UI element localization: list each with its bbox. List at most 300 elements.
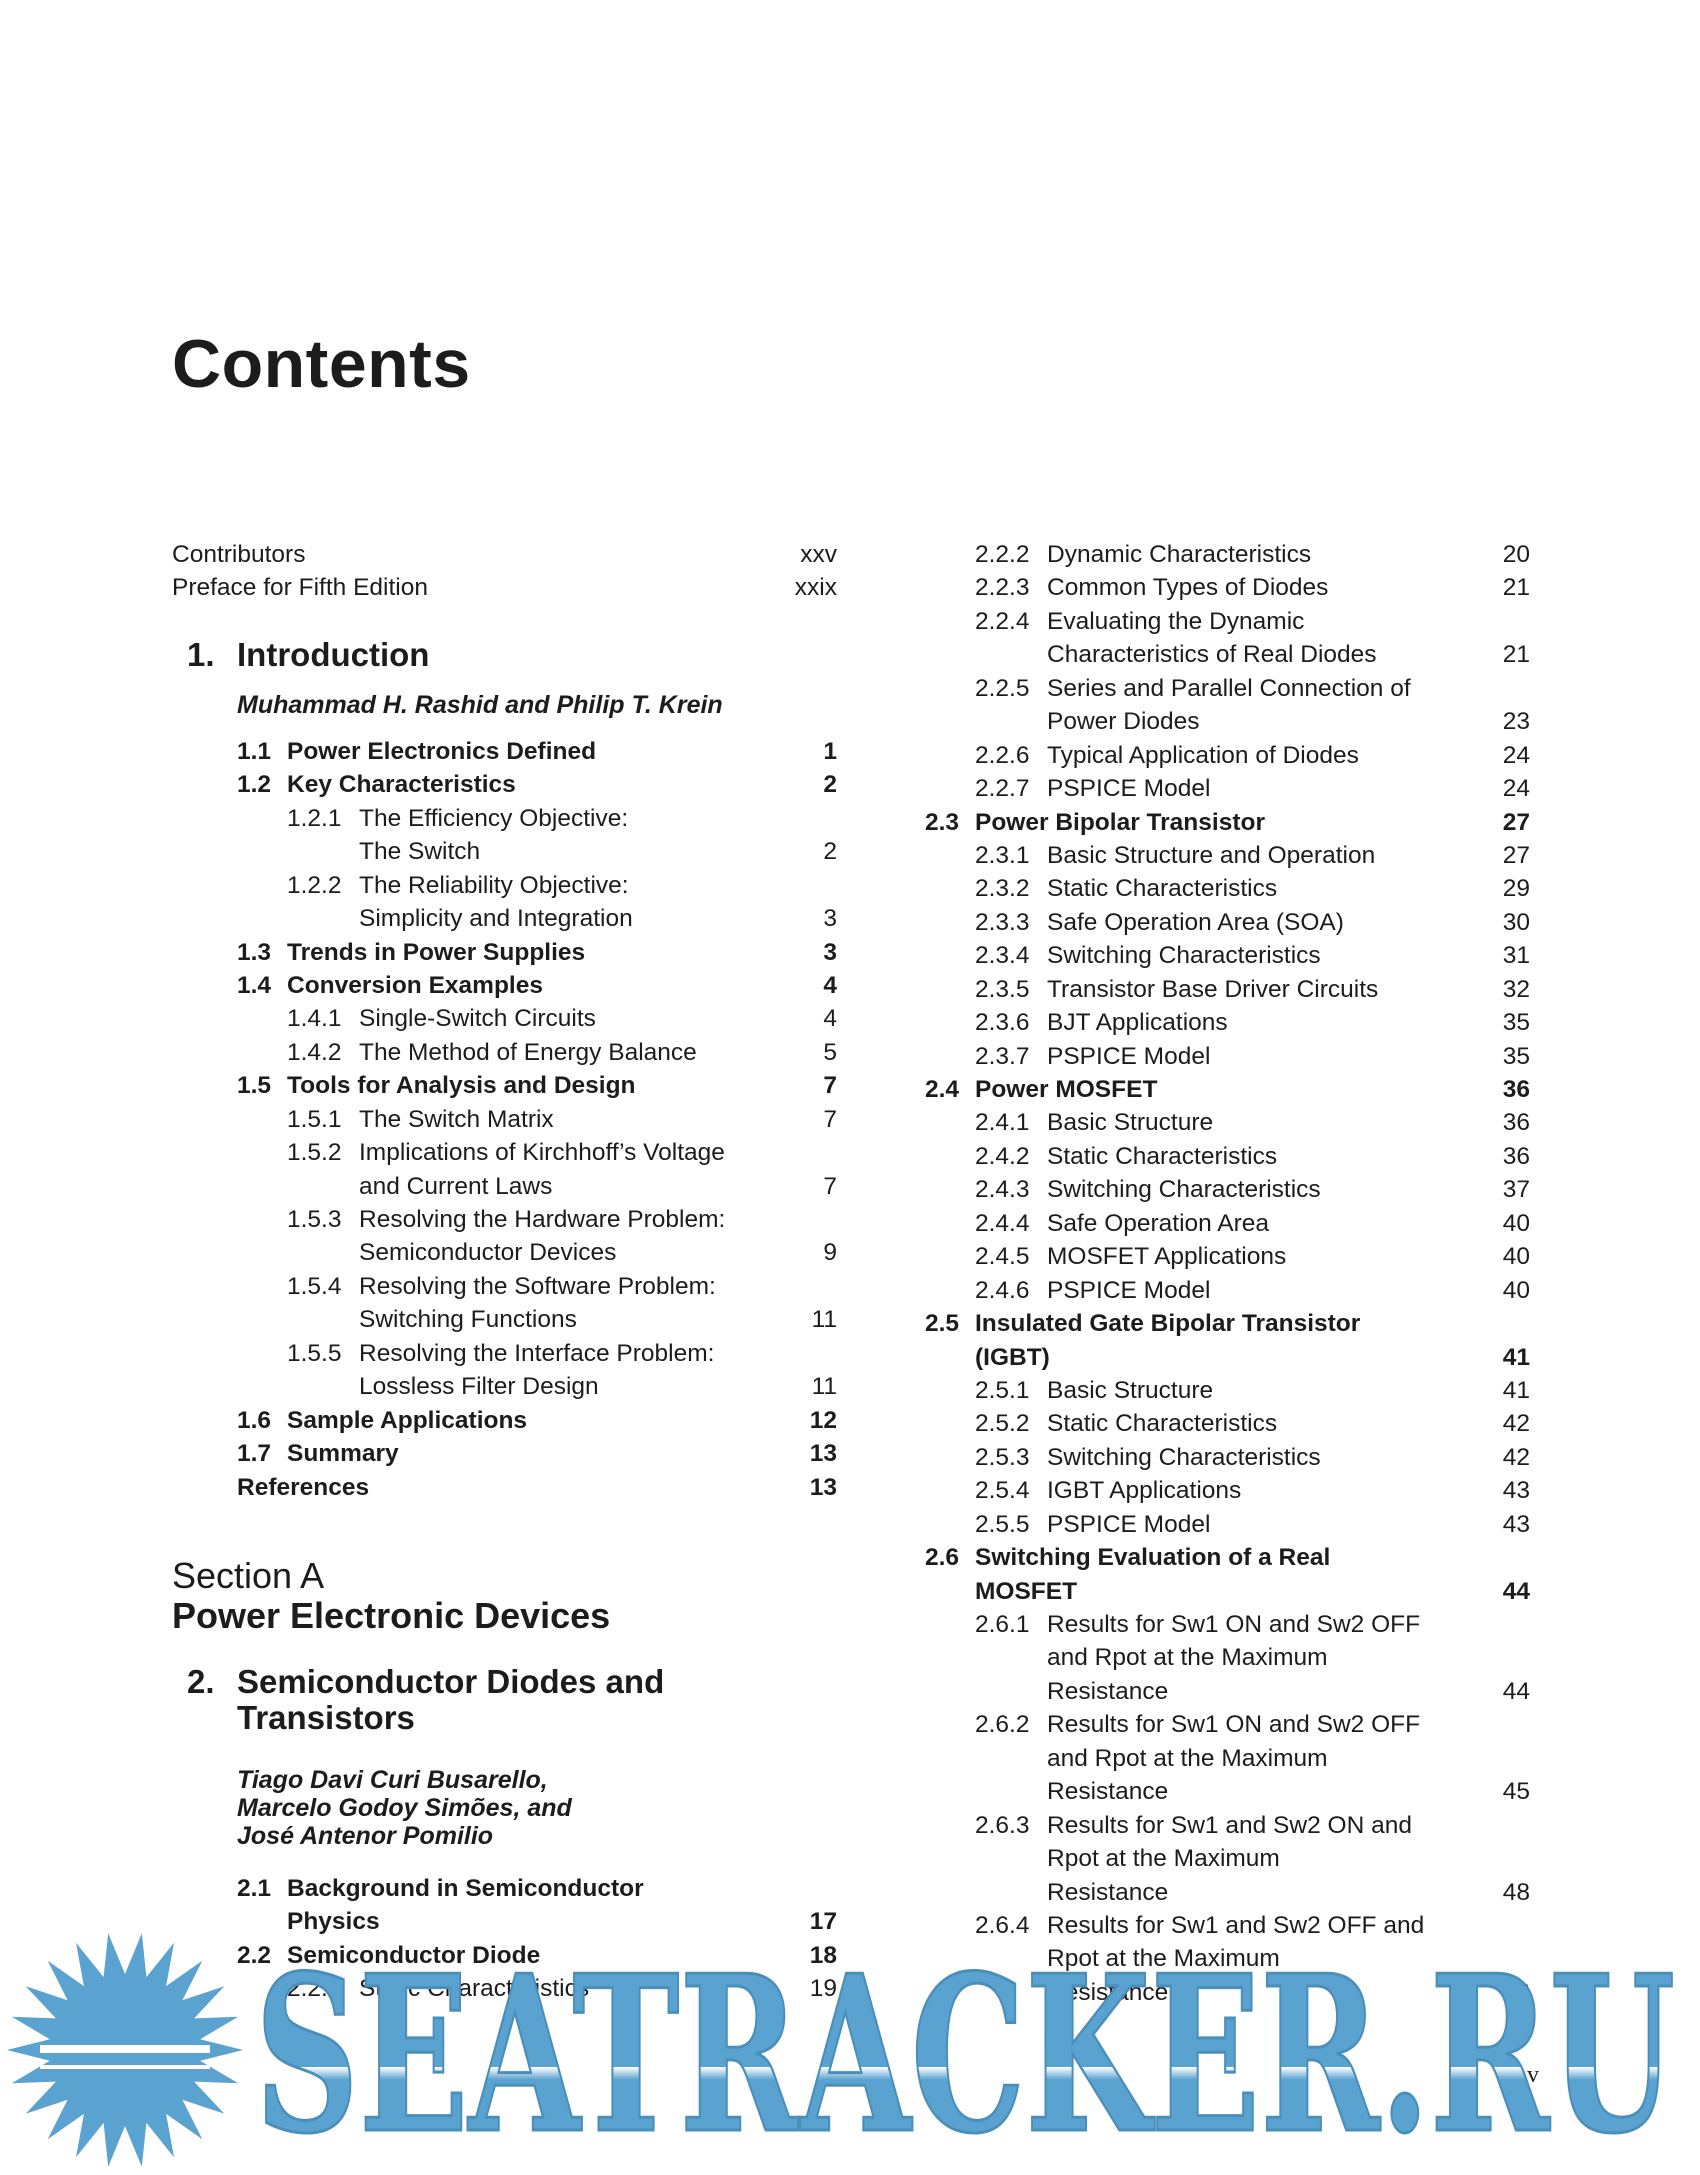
toc-entry-title: MOSFET Applications <box>1047 1243 1287 1271</box>
toc-entry-line <box>925 638 1530 671</box>
toc-right-column <box>925 538 1530 2009</box>
toc-entry-line <box>925 906 1530 939</box>
toc-entry[interactable] <box>925 1508 1530 1541</box>
toc-entry-number: 2.4.6 <box>975 1276 1030 1304</box>
page-title: Contents <box>172 326 471 402</box>
toc-entry[interactable] <box>925 672 1530 739</box>
toc-entry[interactable] <box>925 772 1530 805</box>
toc-entry-number: 1.4 <box>237 971 272 999</box>
toc-entry-title: Lossless Filter Design <box>359 1373 599 1401</box>
toc-entry-line <box>925 1708 1530 1741</box>
toc-entry[interactable] <box>172 1270 837 1337</box>
toc-entry[interactable] <box>172 1136 837 1203</box>
toc-entry[interactable] <box>172 735 837 768</box>
toc-entry-line <box>925 1842 1530 1875</box>
toc-entry-number: 2.2.6 <box>975 741 1030 769</box>
toc-entry-number: 1.2.2 <box>287 871 342 899</box>
toc-entry-number: 1.7 <box>237 1440 272 1468</box>
spacer <box>172 1504 837 1556</box>
toc-entry-page: 30 <box>1502 908 1530 936</box>
watermark <box>0 1925 1700 2175</box>
toc-entry-page: 7 <box>823 1172 837 1200</box>
toc-entry-line <box>172 1103 837 1136</box>
toc-entry[interactable] <box>925 939 1530 972</box>
toc-entry[interactable] <box>925 806 1530 839</box>
front-matter-entry[interactable] <box>172 571 837 604</box>
page-number: v <box>1527 2062 1539 2088</box>
toc-entry-page: 27 <box>1502 841 1530 869</box>
toc-entry-line <box>172 802 837 835</box>
toc-entry-page: 2 <box>823 838 837 866</box>
toc-entry-line <box>172 835 837 868</box>
toc-entry-line <box>925 1608 1530 1641</box>
toc-entry-page: 3 <box>823 938 837 966</box>
toc-entry[interactable] <box>925 1240 1530 1273</box>
toc-entry-page: 13 <box>809 1473 837 1501</box>
toc-entry-number: 2.5.1 <box>975 1376 1030 1404</box>
toc-entry[interactable] <box>925 1040 1530 1073</box>
toc-entry-number: 1.4.1 <box>287 1005 342 1033</box>
front-matter-entry[interactable] <box>172 538 837 571</box>
toc-entry-line <box>925 705 1530 738</box>
toc-entry[interactable] <box>172 869 837 936</box>
toc-entry-line <box>925 1040 1530 1073</box>
toc-entry-title: Transistor Base Driver Circuits <box>1047 975 1379 1003</box>
toc-entry[interactable] <box>925 839 1530 872</box>
section-label: Section A <box>172 1554 325 1596</box>
toc-entry-line <box>172 1236 837 1269</box>
toc-entry-title: Safe Operation Area (SOA) <box>1047 908 1344 936</box>
toc-entry[interactable] <box>925 1173 1530 1206</box>
section-title: Power Electronic Devices <box>172 1594 611 1636</box>
toc-entry-title: Basic Structure and Operation <box>1047 841 1376 869</box>
toc-entry-title: Physics <box>287 1908 380 1936</box>
toc-entry-title: Summary <box>287 1440 399 1468</box>
toc-entry-title: Semiconductor Devices <box>359 1239 617 1267</box>
toc-entry-title: Basic Structure <box>1047 1109 1214 1137</box>
toc-entry-line <box>172 1404 837 1437</box>
toc-entry-page: 40 <box>1502 1243 1530 1271</box>
chapter-title: Transistors <box>237 1698 415 1736</box>
toc-entry-title: Conversion Examples <box>287 971 543 999</box>
toc-entry-line <box>925 1140 1530 1173</box>
chapter-heading <box>172 635 837 675</box>
toc-entry-title: Power Electronics Defined <box>287 737 597 765</box>
toc-entry-line <box>172 1069 837 1102</box>
toc-entry-line <box>925 939 1530 972</box>
toc-entry-line <box>925 1073 1530 1106</box>
toc-entry-number: 1.2.1 <box>287 804 342 832</box>
toc-entry-title: Results for Sw1 ON and Sw2 OFF <box>1047 1611 1421 1638</box>
toc-entry-title: and Current Laws <box>359 1172 553 1200</box>
toc-entry-title: PSPICE Model <box>1047 1276 1211 1304</box>
toc-entry-line <box>925 839 1530 872</box>
toc-entry-line <box>925 538 1530 571</box>
toc-entry[interactable] <box>925 1207 1530 1240</box>
toc-entry-page: 35 <box>1502 1042 1530 1070</box>
toc-entry-number: 2.2.3 <box>975 574 1030 602</box>
toc-entry-title: PSPICE Model <box>1047 775 1211 803</box>
toc-entry-title: Switching Characteristics <box>1047 1176 1321 1204</box>
toc-entry-title: The Switch Matrix <box>359 1105 554 1133</box>
toc-entry-line <box>925 772 1530 805</box>
front-matter-page: xxix <box>794 574 837 602</box>
author-line: Tiago Davi Curi Busarello, <box>237 1765 548 1794</box>
toc-entry[interactable] <box>925 1140 1530 1173</box>
toc-left-column <box>172 538 837 2006</box>
toc-entry-title: PSPICE Model <box>1047 1042 1211 1070</box>
toc-entry-title: Single-Switch Circuits <box>359 1005 596 1033</box>
toc-entry-line <box>925 1474 1530 1507</box>
toc-entry-title: (IGBT) <box>975 1343 1050 1371</box>
toc-entry-page: 44 <box>1502 1677 1530 1705</box>
toc-entry-number: 2.6.3 <box>975 1811 1030 1839</box>
toc-entry-title: Results for Sw1 ON and Sw2 OFF <box>1047 1711 1421 1739</box>
chapter-title-line <box>172 1700 837 1736</box>
toc-entry-title: Results for Sw1 and Sw2 OFF and <box>1047 1911 1425 1939</box>
toc-entry-title: The Reliability Objective: <box>359 871 629 899</box>
toc-entry[interactable] <box>925 1407 1530 1440</box>
toc-entry-title: Power MOSFET <box>975 1076 1158 1103</box>
toc-entry-page: 11 <box>811 1306 837 1334</box>
toc-entry-title: Resistance <box>1047 1878 1169 1906</box>
toc-entry-number: 2.4.5 <box>975 1243 1030 1271</box>
toc-entry[interactable] <box>172 768 837 801</box>
toc-entry-line <box>925 1006 1530 1039</box>
toc-entry-page: 42 <box>1502 1443 1530 1471</box>
toc-entry[interactable] <box>172 1404 837 1437</box>
toc-entry-title: Switching Characteristics <box>1047 1443 1321 1471</box>
toc-entry-title: Power Bipolar Transistor <box>975 808 1265 836</box>
toc-entry-title: Insulated Gate Bipolar Transistor <box>975 1310 1361 1338</box>
toc-entry-line <box>925 1341 1530 1374</box>
toc-entry-title: Resolving the Interface Problem: <box>359 1339 715 1367</box>
toc-entry-line <box>925 1775 1530 1808</box>
toc-entry-page: 3 <box>823 905 837 933</box>
toc-entry-number: 1.5.1 <box>287 1105 342 1133</box>
toc-entry-page: 45 <box>1502 1778 1530 1806</box>
toc-entry-page: 21 <box>1502 641 1530 669</box>
toc-entry-title: The Efficiency Objective: <box>359 804 629 832</box>
toc-entry-title: Resistance <box>1047 1677 1169 1705</box>
toc-entry-page: 36 <box>1502 1142 1530 1170</box>
toc-entry-line <box>925 1307 1530 1340</box>
toc-entry-page: 48 <box>1502 1878 1530 1906</box>
toc-entry-number: 2.6.2 <box>975 1711 1030 1739</box>
toc-entry-line <box>172 1303 837 1336</box>
toc-entry-line <box>925 1742 1530 1775</box>
toc-entry[interactable] <box>925 872 1530 905</box>
toc-entry[interactable] <box>172 1337 837 1404</box>
toc-entry-title: Results for Sw1 and Sw2 ON and <box>1047 1811 1412 1839</box>
toc-entry-title: The Switch <box>359 838 481 866</box>
toc-entry-line <box>172 1437 837 1470</box>
toc-entry-title: Sample Applications <box>287 1406 528 1434</box>
toc-entry-number: 1.5.2 <box>287 1139 342 1167</box>
toc-entry-page: 21 <box>1502 574 1530 602</box>
toc-entry-number: 2.5 <box>925 1310 960 1338</box>
spacer <box>172 605 837 635</box>
toc-entry-line <box>172 1036 837 1069</box>
toc-entry[interactable] <box>925 1374 1530 1407</box>
chapter-number: 1. <box>187 635 215 673</box>
toc-entry-line <box>925 1641 1530 1674</box>
toc-entry-line <box>172 902 837 935</box>
toc-entry-line <box>925 872 1530 905</box>
toc-entry-page: 37 <box>1502 1176 1530 1204</box>
toc-entry-number: 2.3.1 <box>975 841 1030 869</box>
author-line: Muhammad H. Rashid and Philip T. Krein <box>237 690 723 719</box>
toc-entry-title: Series and Parallel Connection of <box>1047 674 1411 702</box>
toc-entry-title: Trends in Power Supplies <box>287 938 586 966</box>
toc-entry-line <box>925 1508 1530 1541</box>
toc-entry-line <box>172 1270 837 1303</box>
toc-entry-title: Tools for Analysis and Design <box>287 1072 636 1100</box>
toc-entry[interactable] <box>172 1069 837 1102</box>
toc-entry-title: Static Characteristics <box>359 1975 590 2003</box>
toc-entry-line <box>172 735 837 768</box>
toc-entry-number: 2.4.1 <box>975 1109 1030 1137</box>
toc-entry-number: 1.5 <box>237 1072 272 1100</box>
toc-entry[interactable] <box>925 1073 1530 1106</box>
toc-entry-title: Common Types of Diodes <box>1047 574 1329 602</box>
toc-entry-page: 20 <box>1502 541 1530 568</box>
toc-entry[interactable] <box>925 973 1530 1006</box>
toc-entry-number: 2.5.2 <box>975 1410 1030 1438</box>
toc-entry-title: References <box>237 1473 370 1501</box>
toc-entry[interactable] <box>925 571 1530 604</box>
toc-entry-number: 2.1 <box>237 1874 272 1902</box>
toc-entry-number: 2.6 <box>925 1544 960 1572</box>
toc-entry-line <box>172 1203 837 1236</box>
toc-entry-page: 41 <box>1502 1376 1530 1404</box>
toc-entry-number: 2.4.2 <box>975 1142 1030 1170</box>
toc-entry-title: Dynamic Characteristics <box>1047 541 1312 568</box>
toc-entry-number: 2.3.5 <box>975 975 1030 1003</box>
toc-entry[interactable] <box>172 1203 837 1270</box>
toc-entry-page: 31 <box>1502 942 1530 970</box>
toc-entry-page: 36 <box>1502 1109 1530 1137</box>
toc-entry-title: Safe Operation Area <box>1047 1209 1270 1237</box>
toc-entry[interactable] <box>172 1471 837 1504</box>
toc-entry-title: IGBT Applications <box>1047 1477 1242 1505</box>
toc-entry-line <box>925 1876 1530 1909</box>
spacer <box>172 1850 837 1872</box>
toc-entry-page: 44 <box>1502 1577 1530 1605</box>
toc-entry-number: 1.2 <box>237 771 272 799</box>
toc-entry[interactable] <box>925 1106 1530 1139</box>
toc-entry-title: Power Diodes <box>1047 708 1200 736</box>
toc-entry-line <box>925 1575 1530 1608</box>
toc-entry-number: 2.3.4 <box>975 942 1030 970</box>
toc-entry-number: 1.1 <box>237 737 272 765</box>
toc-entry-page: 11 <box>811 1373 837 1401</box>
toc-entry-title: Resolving the Hardware Problem: <box>359 1206 726 1233</box>
toc-entry[interactable] <box>925 605 1530 672</box>
chapter-title: Semiconductor Diodes and <box>237 1662 665 1700</box>
toc-entry-title: Characteristics of Real Diodes <box>1047 641 1377 669</box>
toc-entry-number: 2.5.3 <box>975 1443 1030 1471</box>
toc-entry[interactable] <box>172 1036 837 1069</box>
toc-entry-page: 2 <box>823 771 837 799</box>
chapter-authors <box>172 1766 837 1850</box>
toc-entry-title: Background in Semiconductor <box>287 1874 644 1902</box>
toc-entry[interactable] <box>925 1441 1530 1474</box>
toc-entry-title: Switching Characteristics <box>1047 942 1321 970</box>
toc-entry-number: 2.6.4 <box>975 1911 1030 1939</box>
toc-entry-title: Basic Structure <box>1047 1376 1214 1404</box>
toc-entry-page: 19 <box>809 1975 837 2003</box>
toc-entry-title: Static Characteristics <box>1047 1142 1278 1170</box>
toc-entry-line <box>172 1002 837 1035</box>
toc-entry-page: 41 <box>1502 1343 1530 1371</box>
toc-entry-page: 4 <box>823 971 837 999</box>
toc-entry-title: Static Characteristics <box>1047 1410 1278 1438</box>
toc-entry-page: 43 <box>1502 1510 1530 1538</box>
toc-entry-page: 48 <box>1502 1978 1530 2006</box>
toc-entry-number: 1.5.3 <box>287 1206 342 1233</box>
toc-entry-line <box>925 739 1530 772</box>
toc-entry[interactable] <box>925 1541 1530 1608</box>
toc-entry-number: 1.4.2 <box>287 1038 342 1066</box>
toc-entry-line <box>172 1136 837 1169</box>
toc-entry-page: 5 <box>823 1038 837 1066</box>
spacer <box>172 1736 837 1766</box>
toc-entry-number: 2.3 <box>925 808 960 836</box>
toc-entry[interactable] <box>925 1708 1530 1808</box>
toc-entry-line <box>925 672 1530 705</box>
toc-entry-title: Rpot at the Maximum <box>1047 1945 1280 1973</box>
toc-entry[interactable] <box>925 1474 1530 1507</box>
toc-entry-line <box>172 1170 837 1203</box>
toc-entry-page: 9 <box>823 1239 837 1267</box>
toc-entry-line <box>172 1872 837 1905</box>
toc-entry-title: Simplicity and Integration <box>359 905 633 933</box>
toc-entry[interactable] <box>925 739 1530 772</box>
toc-entry-line <box>172 869 837 902</box>
toc-entry[interactable] <box>172 936 837 969</box>
toc-entry-line <box>925 973 1530 1006</box>
spacer <box>172 719 837 735</box>
toc-entry[interactable] <box>925 1608 1530 1708</box>
toc-entry-page: 4 <box>823 1005 837 1033</box>
toc-entry-title: and Rpot at the Maximum <box>1047 1644 1328 1672</box>
toc-entry-title: BJT Applications <box>1047 1009 1228 1037</box>
toc-entry-number: 2.4 <box>925 1076 960 1103</box>
toc-entry-line <box>925 1173 1530 1206</box>
toc-entry-number: 2.2.5 <box>975 674 1030 702</box>
toc-entry-number: 2.3.3 <box>975 908 1030 936</box>
toc-entry-line <box>172 1337 837 1370</box>
toc-entry-title: and Rpot at the Maximum <box>1047 1744 1328 1772</box>
toc-entry-line <box>172 969 837 1002</box>
toc-entry-title: Rpot at the Maximum <box>1047 1845 1280 1873</box>
toc-entry-number: 2.5.4 <box>975 1477 1030 1505</box>
toc-entry-line <box>925 571 1530 604</box>
toc-entry-title: PSPICE Model <box>1047 1510 1211 1538</box>
toc-entry-number: 1.5.4 <box>287 1272 342 1300</box>
toc-entry-title: Resistance <box>1047 1978 1169 2006</box>
toc-entry-title: The Method of Energy Balance <box>359 1038 697 1066</box>
author-line: José Antenor Pomilio <box>237 1821 494 1850</box>
toc-entry-line <box>925 1675 1530 1708</box>
toc-entry-line <box>925 1240 1530 1273</box>
toc-entry-number: 1.6 <box>237 1406 272 1434</box>
toc-entry-title: Key Characteristics <box>287 771 516 799</box>
toc-entry-number: 2.2 <box>237 1941 272 1969</box>
toc-entry-page: 29 <box>1502 875 1530 903</box>
toc-entry-line <box>172 936 837 969</box>
front-matter-page: xxv <box>800 541 837 568</box>
toc-entry[interactable] <box>925 906 1530 939</box>
toc-entry-page: 43 <box>1502 1477 1530 1505</box>
toc-entry[interactable] <box>172 1103 837 1136</box>
spacer <box>172 675 837 691</box>
toc-entry[interactable] <box>925 1307 1530 1374</box>
sun-logo-icon <box>7 1933 243 2167</box>
toc-entry-page: 42 <box>1502 1410 1530 1438</box>
toc-entry[interactable] <box>925 1809 1530 1909</box>
toc-entry[interactable] <box>925 1274 1530 1307</box>
toc-entry-page: 40 <box>1502 1276 1530 1304</box>
toc-entry-number: 2.3.7 <box>975 1042 1030 1070</box>
toc-entry-page: 18 <box>809 1941 837 1969</box>
toc-entry-line <box>925 1374 1530 1407</box>
toc-entry-page: 27 <box>1502 808 1530 836</box>
spacer <box>172 1636 837 1664</box>
toc-entry-page: 13 <box>809 1440 837 1468</box>
toc-entry-number: 2.6.1 <box>975 1611 1030 1638</box>
toc-entry[interactable] <box>172 1002 837 1035</box>
toc-entry-number: 2.2.2 <box>975 541 1030 568</box>
toc-entry-line <box>172 1370 837 1403</box>
toc-entry-title: Resistance <box>1047 1778 1169 1806</box>
toc-entry[interactable] <box>172 802 837 869</box>
toc-entry[interactable] <box>925 538 1530 571</box>
toc-entry-page: 23 <box>1502 708 1530 736</box>
toc-entry-page: 40 <box>1502 1209 1530 1237</box>
chapter-authors <box>172 691 837 719</box>
toc-entry[interactable] <box>172 1437 837 1470</box>
toc-entry-page: 1 <box>823 737 837 765</box>
toc-entry-line <box>925 605 1530 638</box>
toc-entry-page: 36 <box>1502 1076 1530 1103</box>
toc-entry-number: 1.3 <box>237 938 272 966</box>
toc-entry[interactable] <box>172 969 837 1002</box>
toc-entry-number: 2.3.2 <box>975 875 1030 903</box>
chapter-title: Introduction <box>237 635 430 673</box>
toc-entry-title: Static Characteristics <box>1047 875 1278 903</box>
toc-entry-number: 2.2.1 <box>287 1975 342 2003</box>
toc-entry-page: 7 <box>823 1105 837 1133</box>
chapter-heading <box>172 1664 837 1736</box>
toc-entry-title: Switching Functions <box>359 1306 577 1334</box>
toc-entry-number: 2.2.4 <box>975 607 1030 635</box>
toc-entry-page: 7 <box>823 1072 837 1100</box>
toc-entry-title: Implications of Kirchhoff’s Voltage <box>359 1139 725 1167</box>
toc-entry[interactable] <box>925 1006 1530 1039</box>
toc-entry-title: Evaluating the Dynamic <box>1047 607 1305 635</box>
toc-entry-number: 2.2.7 <box>975 775 1030 803</box>
toc-entry-page: 32 <box>1502 975 1530 1003</box>
toc-entry-line <box>925 1441 1530 1474</box>
toc-entry-number: 1.5.5 <box>287 1339 342 1367</box>
toc-entry-line <box>925 1207 1530 1240</box>
toc-entry-line <box>172 1471 837 1504</box>
toc-entry-page: 24 <box>1502 775 1530 803</box>
toc-entry-line <box>925 1274 1530 1307</box>
toc-entry-title: Typical Application of Diodes <box>1047 741 1359 769</box>
